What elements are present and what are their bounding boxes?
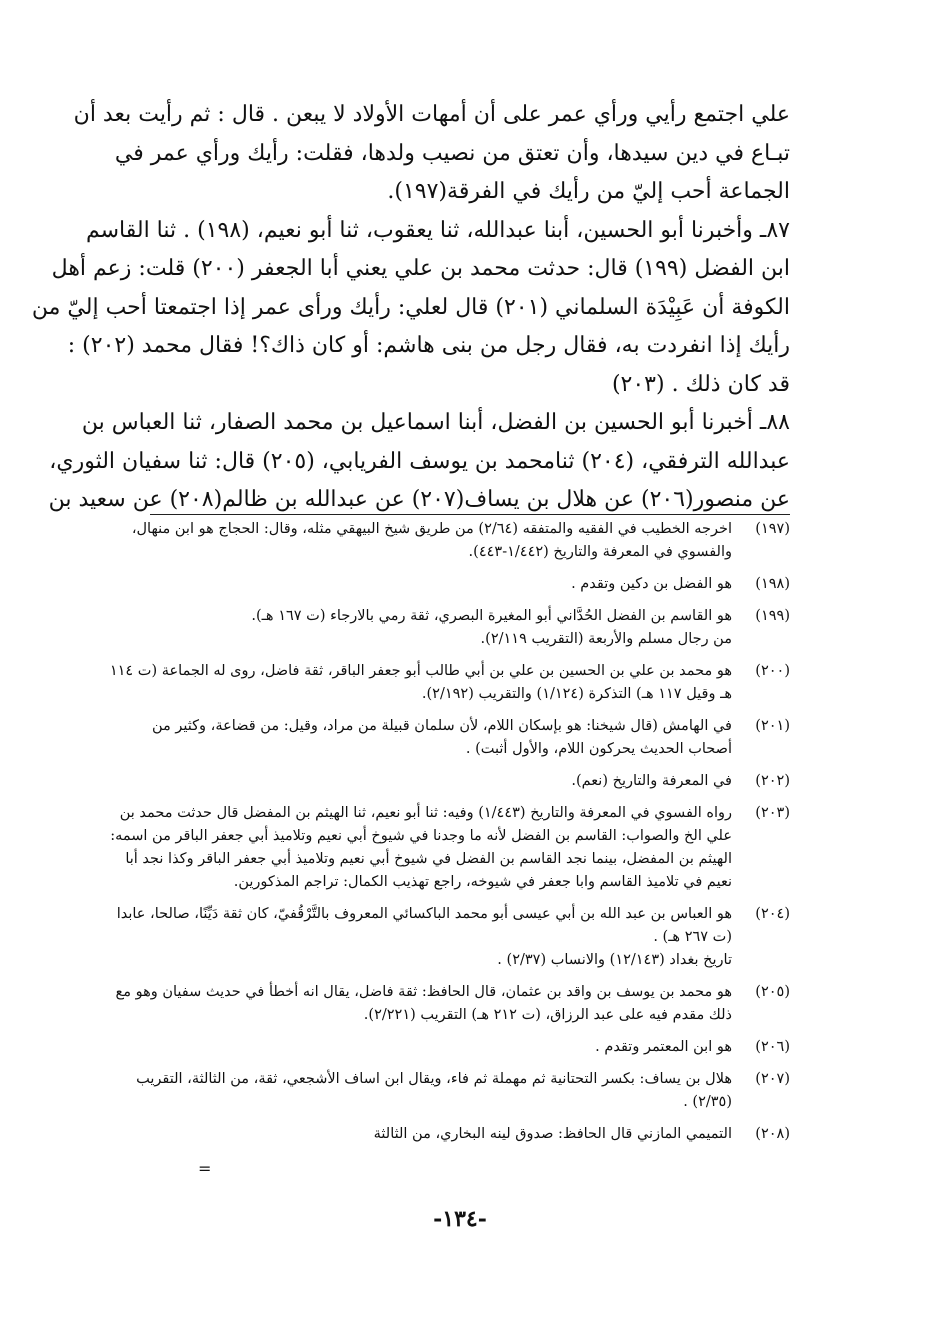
footnotes [70,518,790,1146]
footnote-gap [70,564,790,573]
footnote-line: نعيم في تلاميذ القاسم وابا جعفر في شيوخه، راجع تهذيب الكمال: تراجم المذكورين. [233,874,732,890]
footnote-text [70,1036,732,1059]
footnote-number: (٢٠٥) [755,984,790,1000]
footnote-line: والفسوي في المعرفة والتاريخ (١/٤٤٢-٤٤٣). [468,544,732,560]
footnote-number: (١٩٧) [755,521,790,537]
footnote-number: (٢٠٠) [755,663,790,679]
footnote-line: هو محمد بن علي بن الحسين بن علي بن أبي طالب أبو جعفر الباقر، ثقة فاضل، روى له الجماعة (ت ١١٤ [109,663,732,679]
text-line: قد كان ذلك . (٢٠٣) [611,371,790,397]
footnote [70,715,790,761]
footnote [70,518,790,564]
footnote-line: هو الفضل بن دكين وتقدم . [571,576,732,592]
footnote [70,573,790,596]
footnote-line: التميمي المازني قال الحافظ: صدوق لينه البخاري، من الثالثة [373,1126,732,1142]
footnote-number: (٢٠٤) [755,906,790,922]
text-line: عن منصور(٢٠٦) عن هلال بن يساف(٢٠٧) عن عبدالله بن ظالم(٢٠٨) عن سعيد بن [48,487,790,512]
text-line: عبدالله الترفقي، (٢٠٤) ثنامحمد بن يوسف الفريابي، (٢٠٥) قال: ثنا سفيان الثوري، [49,448,790,474]
footnote-line: هو العباس بن عبد الله بن أبي عيسى أبو محمد الباكسائي المعروف بالتَّرْقُفيّ، كان ثقة دَيِّنًا، صالحا، عابدا [116,906,732,922]
footnote-number: (١٩٩) [755,608,790,624]
footnote [70,981,790,1027]
footnote-line: علي الخ والصواب: القاسم بن الفضل لأنه ما وجدنا في شيوخ أبي نعيم وتلاميذ أبي جعفر الباقر من اسمه: [110,828,732,844]
footnote-number: (٢٠٦) [755,1039,790,1055]
continuation-mark: = [198,1159,212,1178]
text-line: الجماعة أحب إليّ من رأيك في الفرقة(١٩٧). [387,179,790,204]
footnote-text [70,715,732,761]
text-line: علي اجتمع رأيي ورأي عمر على أن أمهات الأولاد لا يبعن . قال : ثم رأيت بعد أن [73,102,790,127]
footnote-gap [70,651,790,660]
footnote-line: هـ وقيل ١١٧ هـ) التذكرة (١/١٢٤) والتقريب (٢/١٩٢). [421,686,732,702]
footnote [70,1123,790,1146]
text-line: ٨٨ـ أخبرنا أبو الحسين بن الفضل، أبنا اسماعيل بن محمد الصفار، ثنا العباس بن [81,410,790,435]
footnote-gap [70,1114,790,1123]
footnote-line: اخرجه الخطيب في الفقيه والمتفقه (٢/٦٤) من طريق شيخ البيهقي مثله، وقال: الحجاج هو ابن منهال، [131,521,732,537]
footnote [70,1068,790,1114]
footnote-gap [70,706,790,715]
footnote-number: (١٩٨) [755,576,790,592]
footnote-text [70,605,732,651]
footnote-line: (ت ٢٦٧ هـ) . [653,929,732,945]
footnote-number: (٢٠١) [755,718,790,734]
footnote-text [70,1068,732,1114]
footnote-line: هو ابن المعتمر وتقدم . [595,1039,732,1055]
text-line: تبـاع في دين سيدها، وأن تعتق من نصيب ولدها، فقلت: رأيك ورأي عمر في [114,140,790,166]
footnote-line: هو القاسم بن الفضل الحُدَّاني أبو المغيرة البصري، ثقة رمي بالارجاء (ت ١٦٧ هـ). [251,608,732,624]
footnote-line: هلال بن يساف: بكسر التحتانية ثم مهملة ثم فاء، ويقال ابن اساف الأشجعي، ثقة، من الثالثة، التقريب [136,1071,732,1087]
footnote [70,605,790,651]
footnote-line: رواه الفسوي في المعرفة والتاريخ (١/٤٤٣) وفيه: ثنا أبو نعيم، ثنا الهيثم بن المفضل قال حدثت محمد بن [119,805,732,821]
footnote-line: أصحاب الحديث يحركون اللام، والأول أثبت) . [465,741,732,757]
footnote [70,660,790,706]
text-line: ٨٧ـ وأخبرنا أبو الحسين، أبنا عبدالله، ثنا يعقوب، ثنا أبو نعيم، (١٩٨) . ثنا القاسم [85,217,790,243]
footnote-text [70,1123,732,1146]
footnote-gap [70,793,790,802]
footnote-gap [70,596,790,605]
footnote [70,1036,790,1059]
footnote-line: (٢/٣٥) . [683,1094,732,1110]
footnote-number: (٢٠٧) [755,1071,790,1087]
footnote-gap [70,761,790,770]
footnote-text [70,903,732,972]
footnote-gap [70,1059,790,1068]
text-line: الكوفة أن عَبِيْدَة السلماني (٢٠١) قال لعلي: رأيك ورأى عمر إذا اجتمعتا أحب إليّ من [31,294,790,320]
footnote-gap [70,972,790,981]
footnote-number: (٢٠٢) [755,773,790,789]
footnote [70,770,790,793]
footnote-line: في الهامش (قال شيخنا: هو بإسكان اللام، لأن سلمان قبيلة من مراد، وقيل: من قضاعة، وكثير من [151,718,732,734]
footnote-text [70,770,732,793]
footnote-text [70,802,732,894]
footnote-number: (٢٠٣) [755,805,790,821]
footnote-number: (٢٠٨) [755,1126,790,1142]
footnote-line: تاريخ بغداد (١٢/١٤٣) والانساب (٢/٣٧) . [497,952,732,968]
footnote-text [70,518,732,564]
footnote-line: هو محمد بن يوسف بن واقد بن عثمان، قال الحافظ: ثقة فاضل، يقال انه أخطأ في حديث سفيان وهو مع [115,984,732,1000]
page-number: -١٣٤- [433,1206,487,1232]
footnote-text [70,981,732,1027]
text-line: ابن الفضل (١٩٩) قال: حدثت محمد بن علي يعني أبا الجعفر (٢٠٠) قلت: زعم أهل [51,256,790,281]
footnote-line: الهيثم بن المفضل، بينما نجد القاسم بن الفضل في شيوخ أبي نعيم وتلاميذ أبي جعفر الباقر وكذا نجد أبا [125,851,732,867]
footnote-gap [70,894,790,903]
footnote [70,903,790,972]
footnote-text [70,660,732,706]
footnote-line: من رجال مسلم والأربعة (التقريب ٢/١١٩). [480,631,732,647]
footnote [70,802,790,894]
text-line: رأيك إذا انفردت به، فقال رجل من بنى هاشم: أو كان ذاك؟! فقال محمد (٢٠٢) : [67,333,790,358]
footnote-text [70,573,732,596]
main-text [31,96,790,520]
footnote-line: في المعرفة والتاريخ (نعم). [571,773,732,789]
footnote-gap [70,1027,790,1036]
footnote-separator [150,514,790,515]
footnote-line: ذلك مقدم فيه على عبد الرزاق، (ت ٢١٢ هـ) التقريب (٢/٢٢١). [363,1007,732,1023]
